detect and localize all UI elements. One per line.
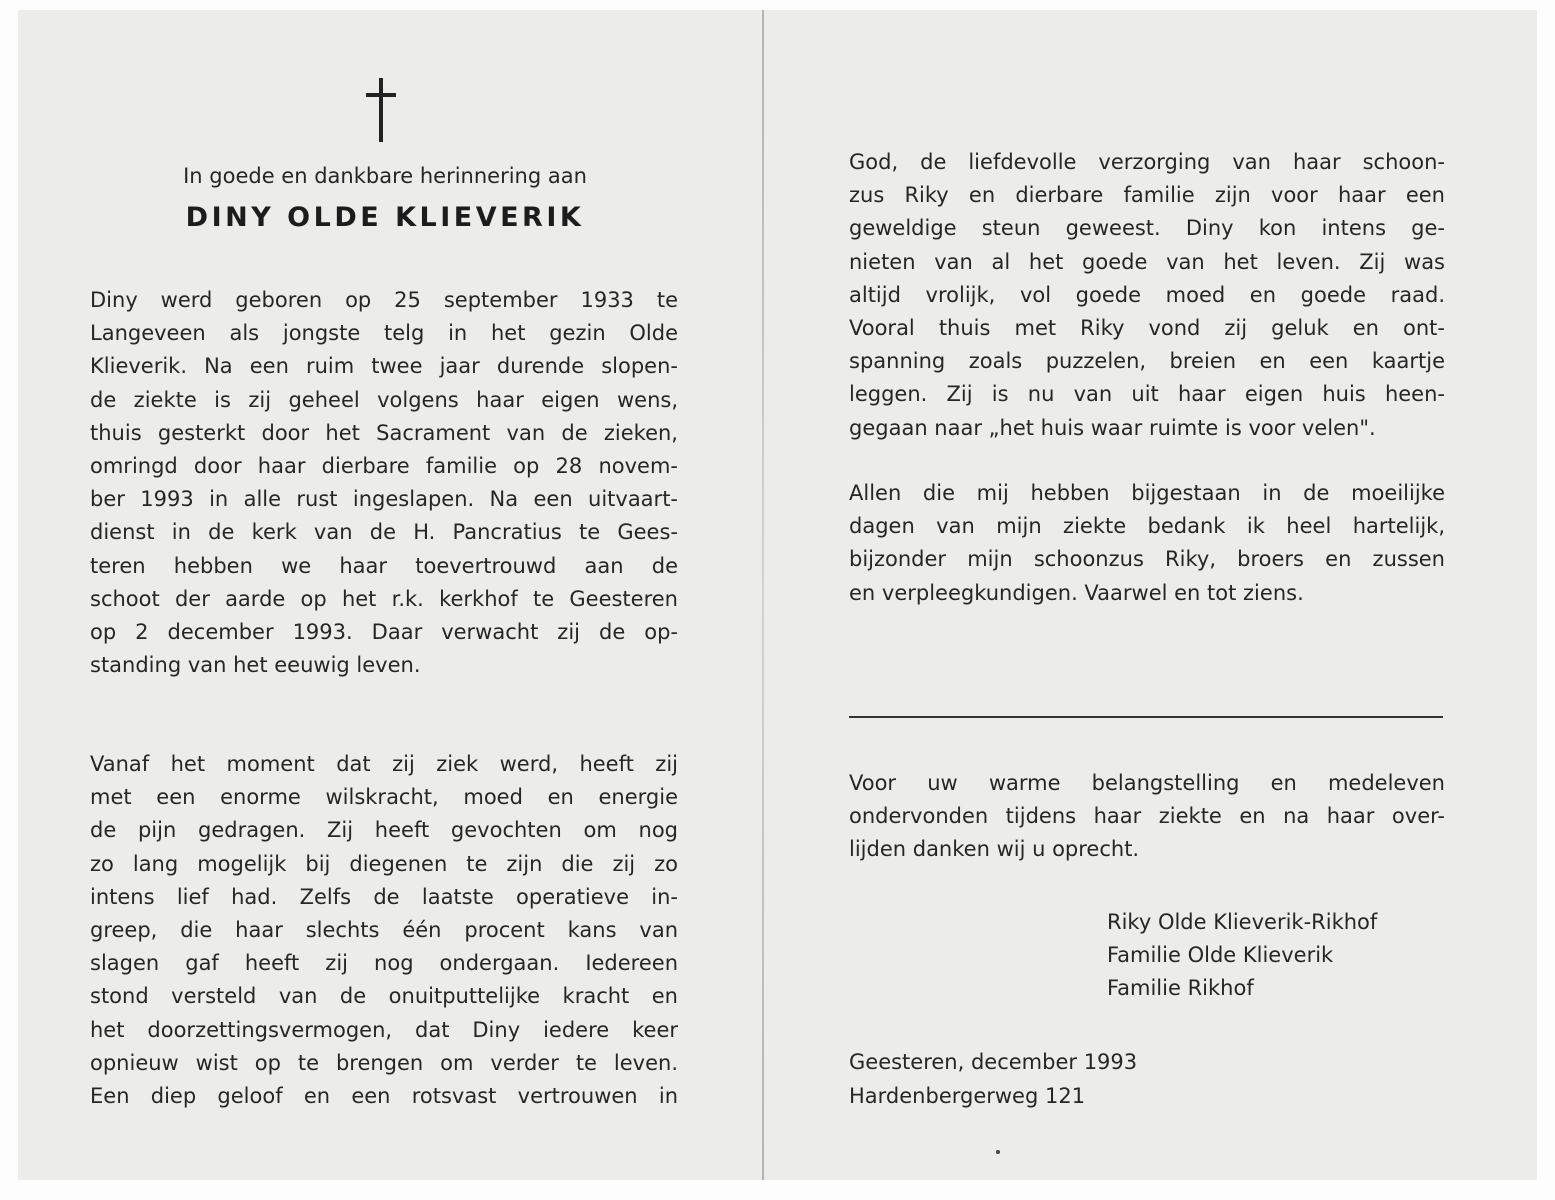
faith-paragraph [849,146,1445,445]
speck [996,1150,1000,1154]
text-line: Vanaf het moment dat zij ziek werd, heeft zij [90,752,678,776]
text-line: teren hebben we haar toevertrouwd aan de [90,553,678,578]
text-line: lijden danken wij u oprecht. [849,837,1140,862]
text-line: en verpleegkundigen. Vaarwel en tot ziens. [849,580,1304,605]
thanks-paragraph [849,767,1445,867]
address: Hardenbergerweg 121 [849,1084,1086,1108]
text-line: slagen gaf heeft zij nog ondergaan. Iedereen [90,951,678,976]
text-line: dagen van mijn ziekte bedank ik heel hartelijk, [849,514,1445,539]
biography-paragraph [90,284,678,682]
text-line: zo lang mogelijk bij diegenen te zijn die zij zo [90,851,678,876]
text-line: op 2 december 1993. Daar verwacht zij de op- [90,619,678,644]
signature-line: Familie Rikhof [1107,976,1254,1000]
place-date: Geesteren, december 1993 [849,1050,1138,1074]
text-line: geweldige steun geweest. Diny kon intens ge- [849,216,1445,241]
text-line: altijd vrolijk, vol goede moed en goede raad. [849,282,1445,307]
text-line: thuis gesterkt door het Sacrament van de zieken, [90,420,678,445]
text-line: leggen. Zij is nu van uit haar eigen huis heen- [849,382,1445,407]
cross-icon [366,78,396,142]
text-line: het doorzettingsvermogen, dat Diny iedere keer [90,1017,678,1042]
divider [849,716,1443,718]
text-line: de pijn gedragen. Zij heeft gevochten om nog [90,818,678,843]
signature-line: Riky Olde Klieverik-Rikhof [1107,910,1378,934]
intro-text: In goede en dankbare herinnering aan [183,164,587,188]
text-line: greep, die haar slechts één procent kans van [90,917,678,942]
text-line: spanning zoals puzzelen, breien en een kaartje [849,349,1445,374]
text-line: intens lief had. Zelfs de laatste operatieve in- [90,884,678,909]
text-line: zus Riky en dierbare familie zijn voor haar een [849,183,1445,208]
fold-line [762,10,764,1180]
text-line: dienst in de kerk van de H. Pancratius te Gees- [90,520,678,545]
text-line: de ziekte is zij geheel volgens haar eigen wens, [90,387,678,412]
text-line: omringd door haar dierbare familie op 28 novem- [90,453,678,478]
farewell-paragraph [849,477,1445,610]
text-line: bijzonder mijn schoonzus Riky, broers en zussen [849,547,1445,572]
text-line: Allen die mij hebben bijgestaan in de moeilijke [849,481,1445,505]
text-line: opnieuw wist op te brengen om verder te leven. [90,1050,678,1075]
text-line: schoot der aarde op het r.k. kerkhof te Geesteren [90,586,678,611]
text-line: Langeveen als jongste telg in het gezin Olde [90,321,678,346]
text-line: Klieverik. Na een ruim twee jaar durende slopen- [90,354,678,379]
text-line: nieten van al het goede van het leven. Zij was [849,249,1445,274]
text-line: Voor uw warme belangstelling en medeleven [849,771,1445,795]
text-line: ber 1993 in alle rust ingeslapen. Na een uitvaart- [90,487,678,512]
deceased-name: DINY OLDE KLIEVERIK [185,202,585,233]
text-line: Diny werd geboren op 25 september 1933 te [90,288,678,312]
text-line: gegaan naar „het huis waar ruimte is voor velen". [849,415,1376,440]
text-line: God, de liefdevolle verzorging van haar schoon- [849,150,1445,174]
text-line: Een diep geloof en een rotsvast vertrouwen in [90,1083,678,1108]
place-block [849,1045,1137,1113]
text-line: standing van het eeuwig leven. [90,653,421,678]
text-line: met een enorme wilskracht, moed en energie [90,785,678,810]
signature-line: Familie Olde Klieverik [1107,943,1334,967]
signatures [1107,906,1377,1005]
text-line: Vooral thuis met Riky vond zij geluk en ont- [849,315,1445,340]
illness-paragraph [90,748,678,1113]
text-line: stond versteld van de onuitputtelijke kracht en [90,984,678,1009]
text-line: ondervonden tijdens haar ziekte en na haar over- [849,804,1445,829]
